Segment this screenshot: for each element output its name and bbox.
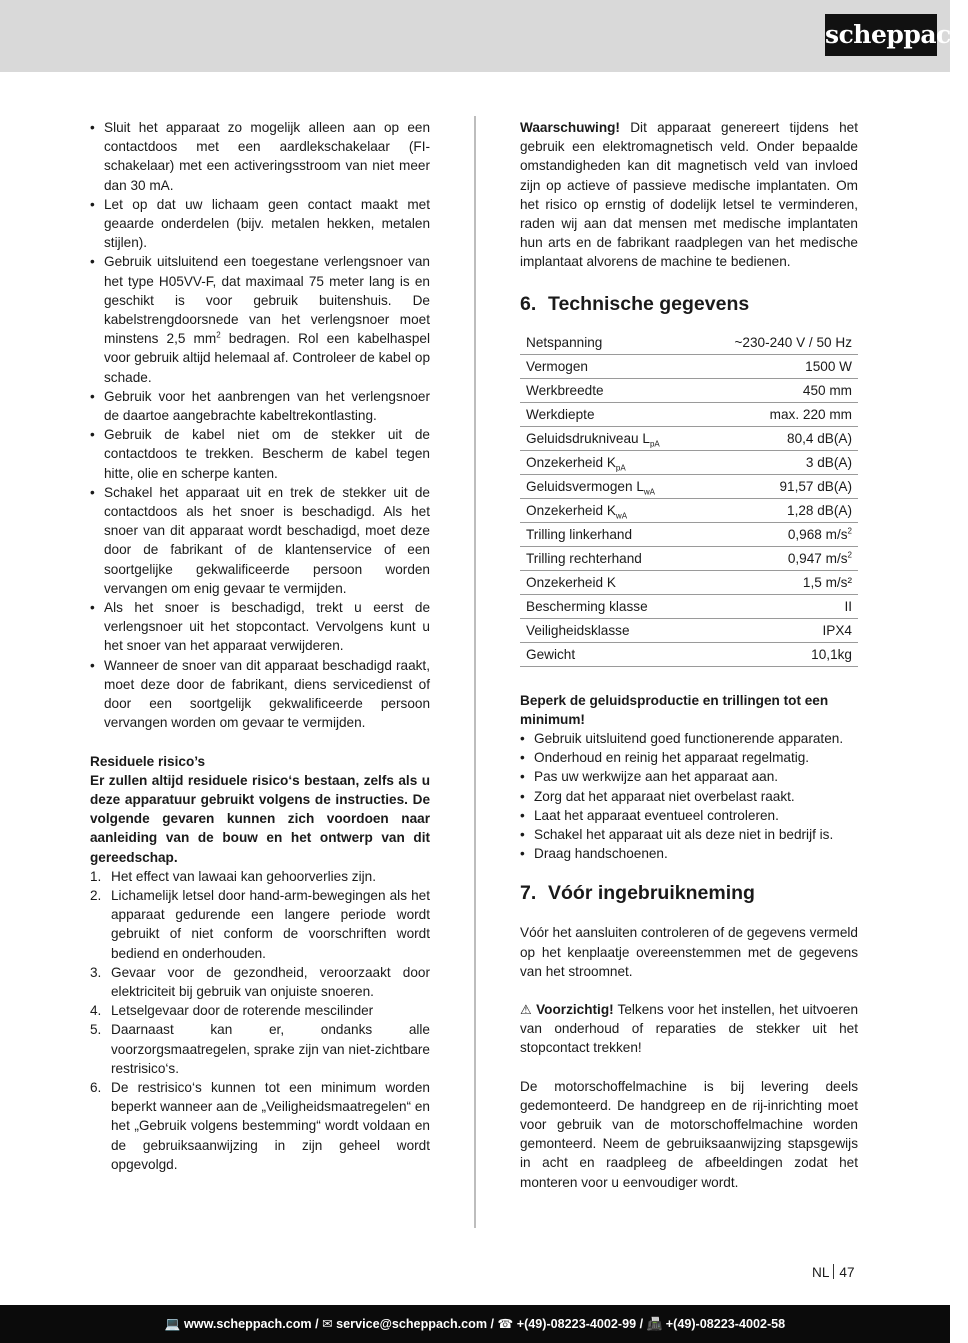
list-item: 1. Het effect van lawaai kan gehoorverlies zijn. [90,868,376,884]
spec-label: Onzekerheid $K_{wA}$ [520,498,699,522]
spec-label: Geluidsvermogen $L_{wA}$ [520,474,699,498]
spec-row [520,331,858,355]
spec-row [520,354,858,378]
scheppach-logo: scheppach [825,14,937,56]
delivery-paragraph: De motorschoffelmachine is bij levering deels gedemonteerd. De handgreep en de rij-inrichting moet voor gebruik van de motorschoffelmachine worden gemonteerd. Neem de gebruiksaanwijzing stapsgewijs in acht en raadpleeg de afbeeldingen zodat het monteren voor u eenvoudiger wordt. [520,1078,858,1190]
spec-label: Geluidsdrukniveau $L_{pA}$ [520,426,699,450]
spec-label: Bescherming klasse [520,594,699,618]
caution-paragraph [520,1000,858,1058]
list-item: • Schakel het apparaat uit als deze niet in bedrijf is. [520,825,858,844]
list-item: • Sluit het apparaat zo mogelijk alleen aan op een contactdoos met een aardlekschakelaar (FI-schakelaar) met een activeringsstroom van niet meer dan 30 mA. [90,118,430,195]
list-item: 2. Lichamelijk letsel door hand-arm-bewegingen als het apparaat gedurende een langere periode wordt gebruikt of niet conform de voorschriften wordt bediend en onderhouden. [90,887,430,961]
noise-bullet-list [520,729,858,863]
column-divider [474,116,476,1228]
list-item: • Draag handschoenen. [520,844,858,863]
warning-triangle-icon: ⚠ [520,1002,532,1018]
list-item: 4. Letselgevaar door de roterende mescilinder [90,1003,374,1019]
spec-label: Vermogen [520,354,699,378]
list-item: 5. Daarnaast kan er, ondanks alle voorzorgsmaatregelen, sprake zijn van niet-zichtbare restrisico‘s. [90,1022,430,1076]
residual-risks-list [90,867,430,1174]
list-item: • Gebruik de kabel niet om de stekker uit de contactdoos te trekken. Bescherm de kabel tegen hitte, olie en scherpe kanten. [90,425,430,483]
spec-row [520,498,858,522]
list-item: • Gebruik voor het aanbrengen van het verlengsnoer de daartoe aangebrachte kabeltrekontlasting. [90,387,430,425]
spec-label: Trilling rechterhand [520,546,699,570]
spec-row [520,426,858,450]
list-item [90,252,430,386]
list-item: • Let op dat uw lichaam geen contact maakt met geaarde onderdelen (bijv. metalen hekken, metalen stijlen). [90,195,430,253]
residual-risks-intro: Er zullen altijd residuele risico‘s bestaan, zelfs als u deze apparatuur gebruikt volgens de instructies. De volgende gevaren kunnen zich voordoen naar aanleiding van de bouw en het ontwerp van dit gereedschap. [90,772,430,865]
noise-title: Beperk de geluidsproductie en trillingen tot een minimum! [520,692,829,727]
spec-label: Onzekerheid K [520,570,699,594]
spec-row [520,594,858,618]
spec-row [520,618,858,642]
list-item: • Pas uw werkwijze aan het apparaat aan. [520,767,858,786]
spec-row [520,642,858,666]
spec-value: IPX4 [699,618,858,642]
left-column [90,118,430,1174]
spec-value: 10,1kg [699,642,858,666]
superscript: 2 [216,330,221,340]
spec-value: 0,947 $m/s^2$ [699,546,858,570]
footer-contact-bar: 💻 www.scheppach.com / ✉ service@scheppach.com / ☎ +(49)-08223-4002-99 / 📠 +(49)-08223-4002-58 [0,1305,950,1343]
page-number: NL 47 [812,1265,855,1280]
spec-label: Werkbreedte [520,378,699,402]
spec-label: Gewicht [520,642,699,666]
spec-value: 1,28 dB(A) [699,498,858,522]
list-item: 6. De restrisico‘s kunnen tot een minimum worden beperkt wanneer aan de „Veiligheidsmaatregelen“ en het „Gebruik volgens bestemming“ wordt voldaan en de gebruiksaanwijzing in zijn geheel wordt opgevolgd. [90,1079,430,1172]
spec-row [520,378,858,402]
spec-label: Onzekerheid $K_{pA}$ [520,450,699,474]
residual-risks-title: Residuele risico’s [90,753,206,769]
spec-value: 91,57 dB(A) [699,474,858,498]
spec-label: Netspanning [520,331,699,355]
safety-bullet-list [90,118,430,733]
spec-row [520,570,858,594]
spec-label: Veiligheidsklasse [520,618,699,642]
spec-value: II [699,594,858,618]
spec-row [520,546,858,570]
list-item: • Wanneer de snoer van dit apparaat beschadigd raakt, moet deze door de fabrikant, diens servicedienst of door een soortgelijk gekwalificeerde persoon vervangen worden om gevaar te vermijden. [90,656,430,733]
spec-value: 450 mm [699,378,858,402]
spec-value: max. 220 mm [699,402,858,426]
spec-value: 80,4 dB(A) [699,426,858,450]
list-item: • Onderhoud en reinig het apparaat regelmatig. [520,748,858,767]
section-6-heading: 6. Technische gegevens [520,292,750,315]
emf-warning [520,118,858,272]
list-item: • Laat het apparaat eventueel controleren. [520,806,858,825]
caution-label: Voorzichtig! [536,1002,614,1018]
section-7-heading: 7. Vóór ingebruikneming [520,882,755,905]
warning-label: Waarschuwing! [520,120,620,135]
spec-label: Werkdiepte [520,402,699,426]
spec-value: 1,5 m/s² [699,570,858,594]
spec-row [520,402,858,426]
spec-row [520,474,858,498]
extension-text-after: bedragen. Rol een kabelhaspel voor gebruik altijd helemaal af. Controleer de kabel op schade. [104,331,430,385]
list-item: 3. Gevaar voor de gezondheid, veroorzaakt door elektriciteit bij gebruik van onjuiste snoeren. [90,964,430,999]
warning-text: Dit apparaat genereert tijdens het gebruik een elektromagnetisch veld. Onder bepaalde omstandigheden kan dit magnetisch veld van invloed zijn op actieve of passieve medische implantaten. Om het risico op ernstig of dodelijk letsel te verminderen, raden wij aan dat mensen met medische implantaten hun arts en de fabrikant raadplegen van het medische implantaat alvorens de machine te bedienen. [520,120,858,270]
extension-text-before: Gebruik uitsluitend een toegestane verlengsnoer van het type H05VV-F, dat maximaal 75 meter lang is en geschikt is voor gebruik buitenshuis. De kabelstrengdoorsnede van het verlengsnoer moet minstens 2,5 mm [104,254,430,347]
spec-label: Trilling linkerhand [520,522,699,546]
spec-row [520,450,858,474]
spec-value: ~230-240 V / 50 Hz [699,331,858,355]
list-item: • Schakel het apparaat uit en trek de stekker uit de contactdoos als het snoer is beschadigd. Als het snoer van dit apparaat wordt beschadigd, moet deze door de fabrikant of de klantenservice of een soortgelijke gekwalificeerde persoon worden vervangen om enig gevaar te vermijden. [90,483,430,598]
caution-text: Telkens voor het instellen, het uitvoeren van onderhoud of reparaties de stekker uit het stopcontact trekken! [520,1002,859,1056]
header-band [0,0,950,72]
spec-value: 1500 W [699,354,858,378]
list-item: • Zorg dat het apparaat niet overbelast raakt. [520,787,858,806]
right-column [520,118,858,1192]
list-item: • Gebruik uitsluitend goed functionerende apparaten. [520,729,858,748]
spec-row [520,522,858,546]
list-item: • Als het snoer is beschadigd, trekt u eerst de verlengsnoer uit het stopcontact. Vervolgens kunt u het snoer van het apparaat verwijderen. [90,598,430,656]
spec-value: 0,968 $m/s^2$ [699,522,858,546]
before-use-paragraph: Vóór het aansluiten controleren of de gegevens vermeld op het kenplaatje overeenstemmen met de gegevens van het stroomnet. [520,925,858,979]
technical-data-table [520,331,858,667]
spec-value: 3 dB(A) [699,450,858,474]
